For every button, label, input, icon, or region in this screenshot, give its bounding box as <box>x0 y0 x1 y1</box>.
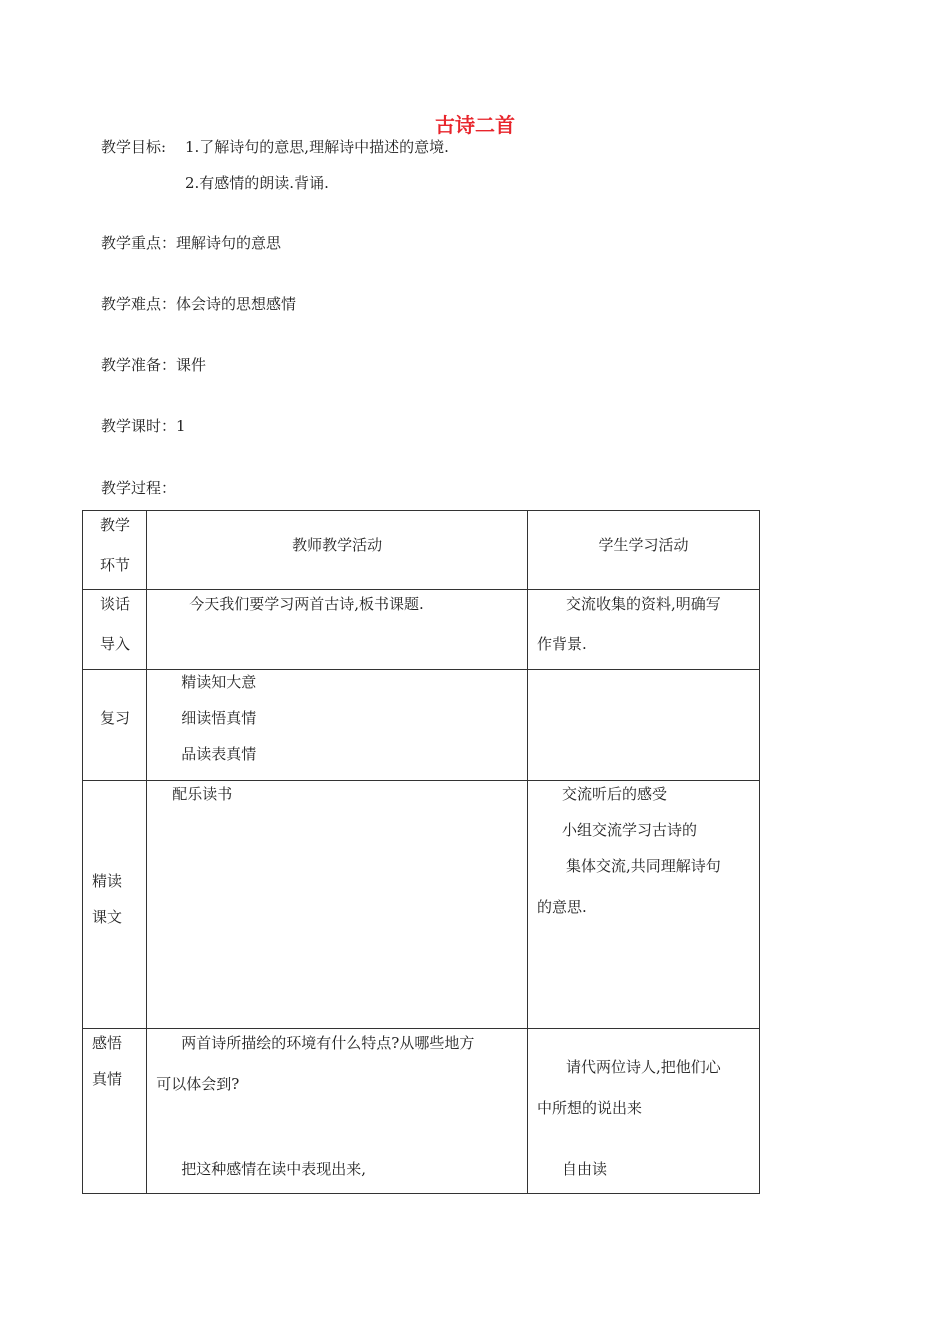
teacher-cell <box>147 1029 528 1194</box>
teacher-cell <box>147 781 528 1029</box>
teacher-activity-line3: 品读表真情 <box>181 745 257 763</box>
stage-line2: 真情 <box>92 1070 123 1088</box>
stage-line1: 精读 <box>92 872 123 890</box>
student-cell <box>527 670 759 781</box>
process-label: 教学过程： <box>101 479 177 497</box>
student-activity-line4: 的意思. <box>536 898 587 916</box>
table-row <box>83 590 760 670</box>
table-row <box>83 1029 760 1194</box>
table-row <box>83 781 760 1029</box>
class-periods: 教学课时：1 <box>101 417 186 435</box>
student-cell <box>527 1029 759 1194</box>
student-activity-line1: 交流收集的资料,明确写 <box>565 595 721 613</box>
page-title: 古诗二首 <box>435 113 515 137</box>
student-activity-line2: 小组交流学习古诗的 <box>561 821 697 839</box>
stage-cell <box>83 590 147 670</box>
difficulty: 教学难点：体会诗的思想感情 <box>101 295 297 313</box>
teacher-activity-header: 教师教学活动 <box>292 536 383 554</box>
student-cell <box>527 781 759 1029</box>
student-activity-line1: 请代两位诗人,把他们心 <box>565 1058 721 1076</box>
stage-line1: 谈话 <box>100 595 131 613</box>
stage-cell <box>83 781 147 1029</box>
table-header-row <box>83 511 760 590</box>
stage-cell <box>83 1029 147 1194</box>
stage-label: 复习 <box>100 709 131 727</box>
preparation: 教学准备：课件 <box>101 356 207 374</box>
student-activity-line2: 作背景. <box>536 635 587 653</box>
teaching-process-table <box>82 510 760 1194</box>
teacher-activity-line3: 把这种感情在读中表现出来, <box>181 1160 367 1178</box>
student-activity-line2: 中所想的说出来 <box>536 1099 642 1117</box>
teacher-activity-line1: 两首诗所描绘的环境有什么特点?从哪些地方 <box>181 1034 475 1052</box>
teacher-activity-line2: 可以体会到? <box>156 1075 240 1093</box>
teacher-cell <box>147 590 528 670</box>
student-cell <box>527 590 759 670</box>
teacher-activity-line2: 细读悟真情 <box>181 709 257 727</box>
objective-1: 1.了解诗句的意思,理解诗中描述的意境. <box>185 138 449 156</box>
objectives-label: 教学目标: <box>101 138 167 156</box>
stage-header-cell <box>83 511 147 590</box>
stage-line2: 导入 <box>100 635 131 653</box>
student-activity-line3: 自由读 <box>561 1160 607 1178</box>
teacher-header-cell <box>147 511 528 590</box>
student-header-cell <box>527 511 759 590</box>
student-activity-line3: 集体交流,共同理解诗句 <box>565 857 721 875</box>
teacher-cell <box>147 670 528 781</box>
teacher-activity-text: 今天我们要学习两首古诗,板书课题. <box>189 595 424 613</box>
key-point: 教学重点：理解诗句的意思 <box>101 234 282 252</box>
stage-line1: 感悟 <box>92 1034 123 1052</box>
objective-2: 2.有感情的朗读.背诵. <box>185 174 329 192</box>
stage-header-line1: 教学 <box>100 516 131 534</box>
stage-header-line2: 环节 <box>100 556 131 574</box>
stage-line2: 课文 <box>92 908 123 926</box>
table-row <box>83 670 760 781</box>
student-activity-line1: 交流听后的感受 <box>561 785 667 803</box>
stage-cell <box>83 670 147 781</box>
student-activity-header: 学生学习活动 <box>598 536 689 554</box>
teacher-activity-line1: 精读知大意 <box>181 673 257 691</box>
teacher-activity-text: 配乐读书 <box>172 785 233 803</box>
